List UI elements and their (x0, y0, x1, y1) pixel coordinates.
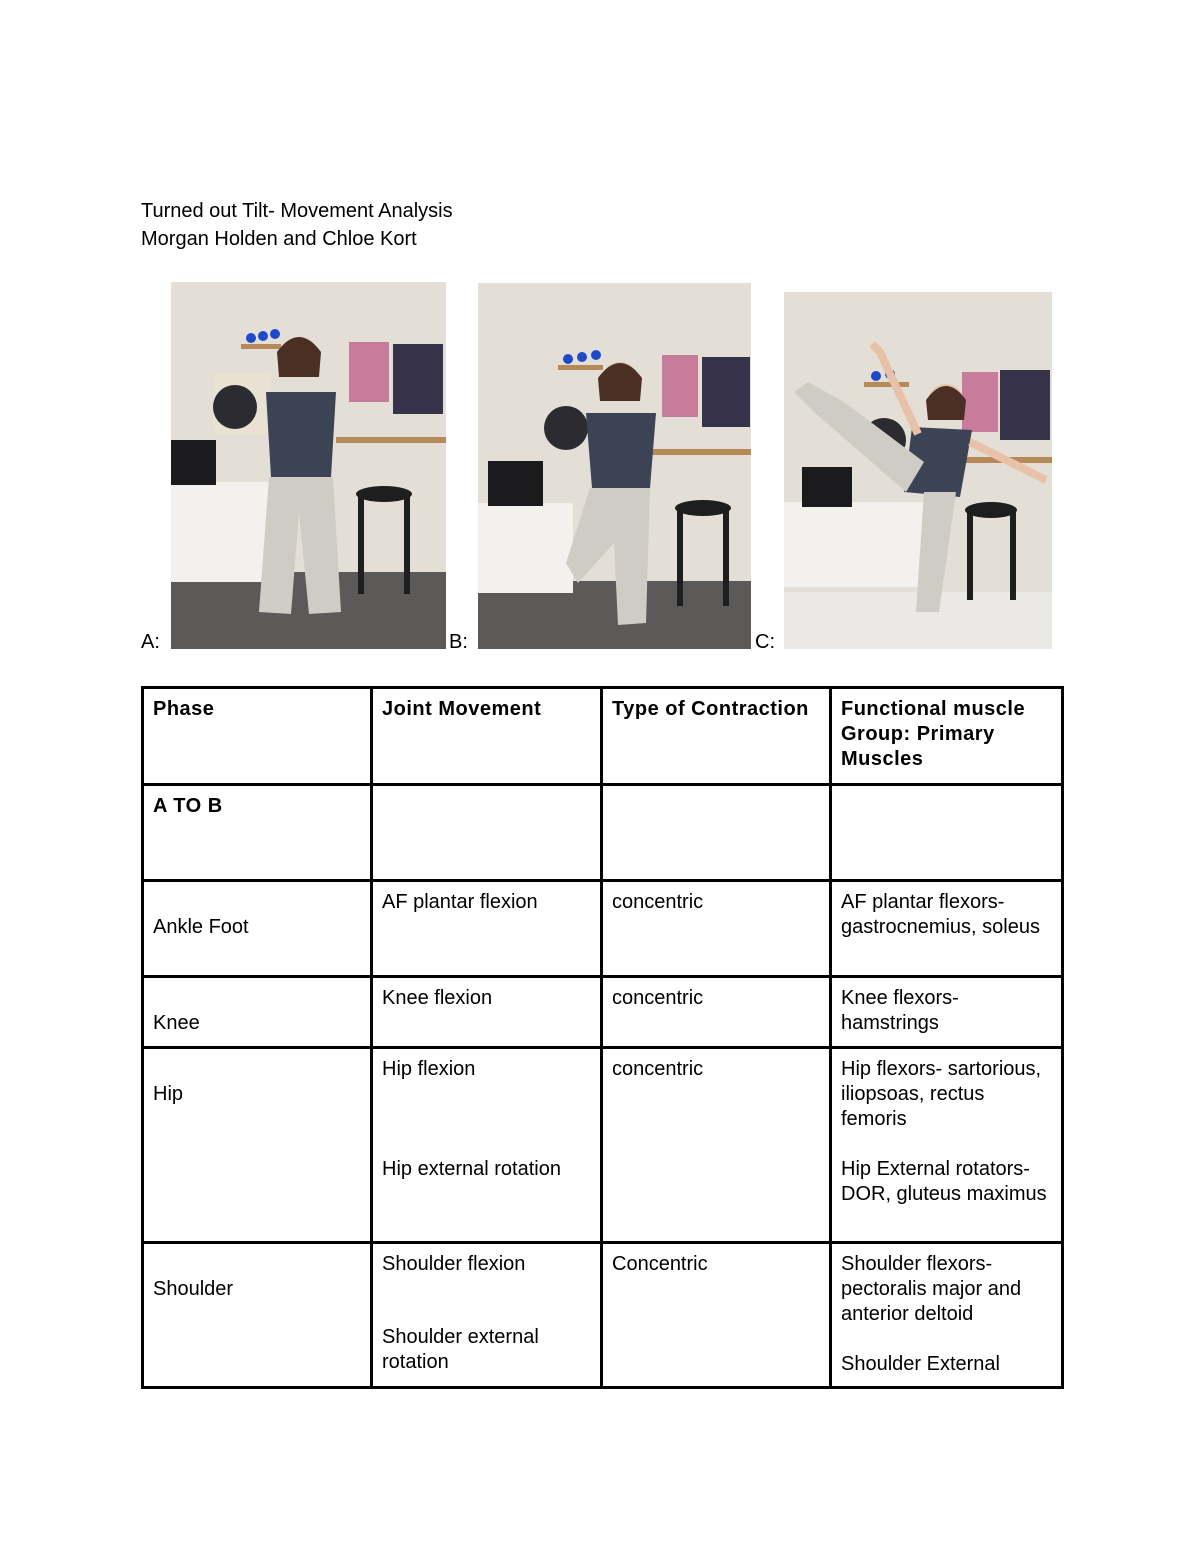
table-row (143, 785, 1063, 881)
muscle-item: Hip External rotators- DOR, gluteus maximus (841, 1158, 1047, 1205)
movement-item: Shoulder flexion (382, 1253, 526, 1275)
passe-pose-photo (478, 283, 751, 649)
empty-cell (831, 785, 1063, 881)
phase-label: A TO B (143, 785, 372, 881)
muscle-item: Shoulder External (841, 1353, 1000, 1375)
movement-analysis-table (141, 686, 1064, 1389)
joint-name: Ankle Foot (153, 916, 249, 938)
joint-cell (143, 1243, 372, 1388)
table-header-row (143, 688, 1063, 785)
joint-name: Knee (153, 1012, 200, 1034)
standing-pose-photo (171, 282, 446, 649)
muscle-item: Hip flexors- sartorious, iliopsoas, rectus femoris (841, 1058, 1042, 1130)
joint-name: Hip (153, 1083, 184, 1105)
muscle-cell (831, 1243, 1063, 1388)
header-contraction-type: Type of Contraction (602, 688, 831, 785)
muscle-cell: Knee flexors- hamstrings (831, 977, 1063, 1048)
joint-cell (143, 977, 372, 1048)
contraction-cell: concentric (602, 977, 831, 1048)
empty-cell (372, 785, 602, 881)
movement-cell: Knee flexion (372, 977, 602, 1048)
contraction-cell: concentric (602, 1048, 831, 1243)
table-row (143, 1243, 1063, 1388)
header-muscle-group: Functional muscle Group: Primary Muscles (831, 688, 1063, 785)
movement-cell (372, 1243, 602, 1388)
muscle-cell: AF plantar flexors- gastrocnemius, soleus (831, 881, 1063, 977)
header-joint-movement: Joint Movement (372, 688, 602, 785)
joint-cell (143, 1048, 372, 1243)
movement-item: Hip flexion (382, 1058, 476, 1080)
contraction-cell: concentric (602, 881, 831, 977)
joint-name: Shoulder (153, 1278, 234, 1300)
document-authors: Morgan Holden and Chloe Kort (141, 228, 417, 250)
header-phase: Phase (143, 688, 372, 785)
joint-cell (143, 881, 372, 977)
movement-cell (372, 1048, 602, 1243)
movement-item: Hip external rotation (382, 1158, 561, 1180)
table-row (143, 1048, 1063, 1243)
movement-cell: AF plantar flexion (372, 881, 602, 977)
movement-item: Shoulder external rotation (382, 1326, 539, 1373)
muscle-cell (831, 1048, 1063, 1243)
photo-a-label: A: (141, 631, 160, 653)
table-row (143, 881, 1063, 977)
photo-c-label: C: (755, 631, 775, 653)
muscle-item: Shoulder flexors- pectoralis major and anterior deltoid (841, 1253, 1022, 1325)
empty-cell (602, 785, 831, 881)
table-row (143, 977, 1063, 1048)
contraction-cell: Concentric (602, 1243, 831, 1388)
tilt-pose-photo (784, 292, 1052, 649)
photo-b-label: B: (449, 631, 468, 653)
document-title: Turned out Tilt- Movement Analysis (141, 200, 453, 222)
